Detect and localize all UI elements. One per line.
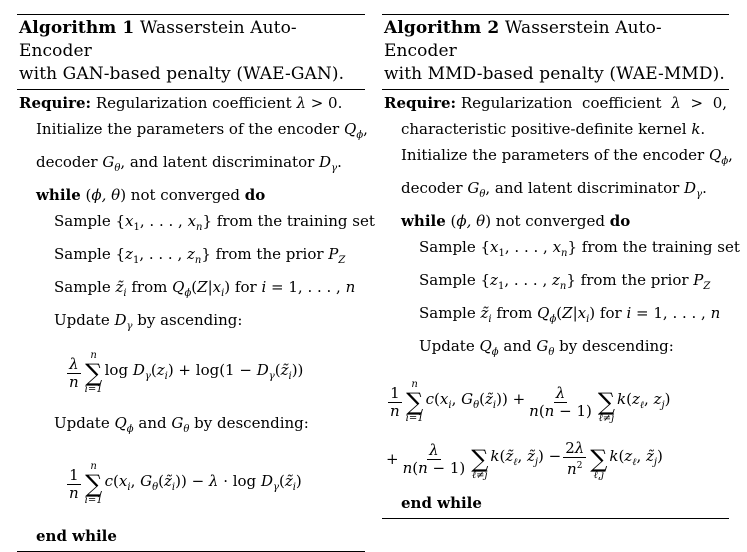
fraction: $\frac{1}{n}$ (390, 383, 400, 420)
sample-x-line: Sample {$x_1$, . . . , $x_n$} from the training set (54, 212, 375, 233)
sum-symbol: ∑ ℓ,j (590, 445, 608, 481)
kernel-line: characteristic positive-definite kernel k. (401, 120, 706, 138)
sum-symbol: n ∑ i=1 (84, 461, 103, 506)
while-line: while (ϕ, θ) not converged do (36, 186, 266, 204)
fraction: $\frac{1}{n}$ (69, 465, 79, 502)
update-qg-line: Update $Q_\phi$ and $G_\theta$ by descending: (419, 337, 674, 358)
sample-ztilde-line: Sample $z̃_i$ from $Q_\phi(Z|x_i)$ for i = 1, . . . , n (54, 278, 356, 299)
require-label: Require: (19, 94, 92, 112)
fraction: $\frac{\lambda}{n(n - 1)}$ (529, 383, 592, 420)
update-qg-line: Update $Q_\phi$ and $G_\theta$ by descending: (54, 414, 309, 435)
algorithm-1-title-text: Wasserstein Auto-Encoder with GAN-based penalty (WAE-GAN). (19, 18, 345, 84)
sample-x-line: Sample {$x_1$, . . . , $x_n$} from the training set (419, 238, 740, 259)
algorithm-2-label: Algorithm 2 (384, 18, 500, 38)
equation-ascend: $\frac{\lambda}{n}$ n ∑ i=1 $\log D_\gamma(z_i) + \log(1$ − $D_\gamma(z̃_i)$) (69, 350, 304, 395)
equation-mmd-2: + $\frac{\lambda}{n(n - 1)}$ ∑ ℓ≠j $k(z̃_\ell$, $z̃_j$) − $\frac{2\lambda}{n^2}$ ∑ ℓ,j $k(z_\ell$, $z̃_j$) (386, 439, 663, 481)
require-line: Require: Regularization coefficient λ > 0, (384, 94, 727, 112)
algorithm-1-title (17, 15, 365, 89)
algorithm-1-body (17, 90, 375, 549)
while-line: while (ϕ, θ) not converged do (401, 212, 631, 230)
update-d-line: Update $D_\gamma$ by ascending: (54, 311, 243, 332)
equation-mmd-1: $\frac{1}{n}$ n ∑ i=1 $c(x_i$, $G_\theta(z̃_i)$) + $\frac{\lambda}{n(n - 1)}$ ∑ ℓ≠j $k(z_\ell$, $z_j$) (390, 379, 671, 424)
algorithm-2-body (382, 90, 740, 516)
algorithm-1 (17, 14, 375, 552)
sum-symbol: ∑ ℓ≠j (597, 388, 615, 424)
algorithm-2-title (382, 15, 729, 89)
sum-symbol: ∑ ℓ≠j (471, 445, 489, 481)
sum-symbol: n ∑ i=1 (84, 350, 103, 395)
equation-descend: $\frac{1}{n}$ n ∑ i=1 $c(x_i$, $G_\theta(z̃_i)) - \lambda \cdot \log$ $D_\gamma(z̃_i)$ (69, 461, 302, 506)
init-line-2: decoder $G_\theta$, and latent discriminator $D_\gamma$. (401, 179, 707, 200)
fraction: $\frac{\lambda}{n(n - 1)}$ (402, 440, 466, 477)
sample-z-line: Sample {$z_1$, . . . , $z_n$} from the prior $P_Z$ (419, 271, 711, 292)
fraction: $\frac{\lambda}{n}$ (69, 354, 79, 391)
sum-symbol: n ∑ i=1 (405, 379, 424, 424)
require-label: Require: (384, 94, 457, 112)
require-line: Require: Regularization coefficient λ > 0. (19, 94, 343, 112)
algorithm-2-title-text: Wasserstein Auto-Encoder with MMD-based penalty (WAE-MMD). (384, 18, 725, 84)
algorithm-2 (382, 14, 740, 519)
sample-ztilde-line: Sample $z̃_i$ from $Q_\phi(Z|x_i)$ for i = 1, . . . , n (419, 304, 721, 325)
algorithm-1-label: Algorithm 1 (19, 18, 135, 38)
bottom-rule (382, 518, 729, 519)
sample-z-line: Sample {$z_1$, . . . , $z_n$} from the prior $P_Z$ (54, 245, 346, 266)
fraction: $\frac{2\lambda}{n^2}$ (565, 439, 585, 478)
end-while-line: end while (36, 527, 117, 545)
init-line: Initialize the parameters of the encoder $Q_\phi$, (36, 120, 368, 141)
end-while-line: end while (401, 494, 482, 512)
init-line: Initialize the parameters of the encoder $Q_\phi$, (401, 146, 733, 167)
init-line-2: decoder $G_\theta$, and latent discriminator $D_\gamma$. (36, 153, 342, 174)
